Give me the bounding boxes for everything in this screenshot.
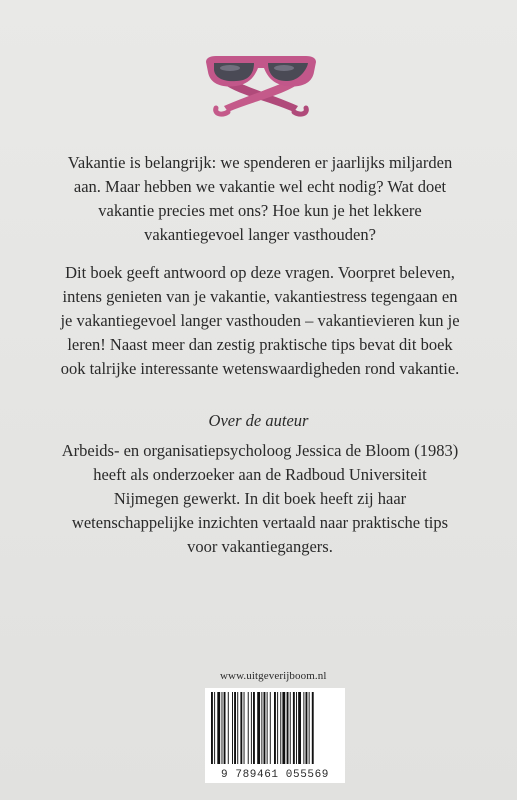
- author-bio: Arbeids- en organisatiepsycholoog Jessica de Bloom (1983) heeft als onderzoeker aan de Radboud Universiteit Nijmegen gewerkt. In dit boek heeft zij haar wetenschappelijke inzichten vertaald naar praktische tips voor vakantiegangers.: [61, 441, 459, 556]
- sunglasses-icon: [196, 50, 326, 120]
- author-heading: Over de auteur: [208, 411, 309, 430]
- isbn-barcode: [205, 688, 345, 783]
- blurb-paragraph-2: Dit boek geeft antwoord op deze vragen. Voorpret beleven, intens genieten van je vakantie, vakantiestress tegengaan en je vakantiegevoel langer vasthouden – vakantievieren kun je leren! Naast meer dan zestig praktische tips bevat dit boek ook talrijke interessante wetenswaardigheden rond vakantie.: [60, 263, 460, 378]
- publisher-url: www.uitgeverijboom.nl: [220, 670, 327, 682]
- isbn-number: 9 789461 055569: [220, 769, 330, 781]
- blurb-paragraph-1: Vakantie is belangrijk: we spenderen er jaarlijks miljarden aan. Maar hebben we vakantie wel echt nodig? Wat doet vakantie precies met ons? Hoe kun je het lekkere vakantiegevoel langer vasthouden?: [67, 153, 453, 244]
